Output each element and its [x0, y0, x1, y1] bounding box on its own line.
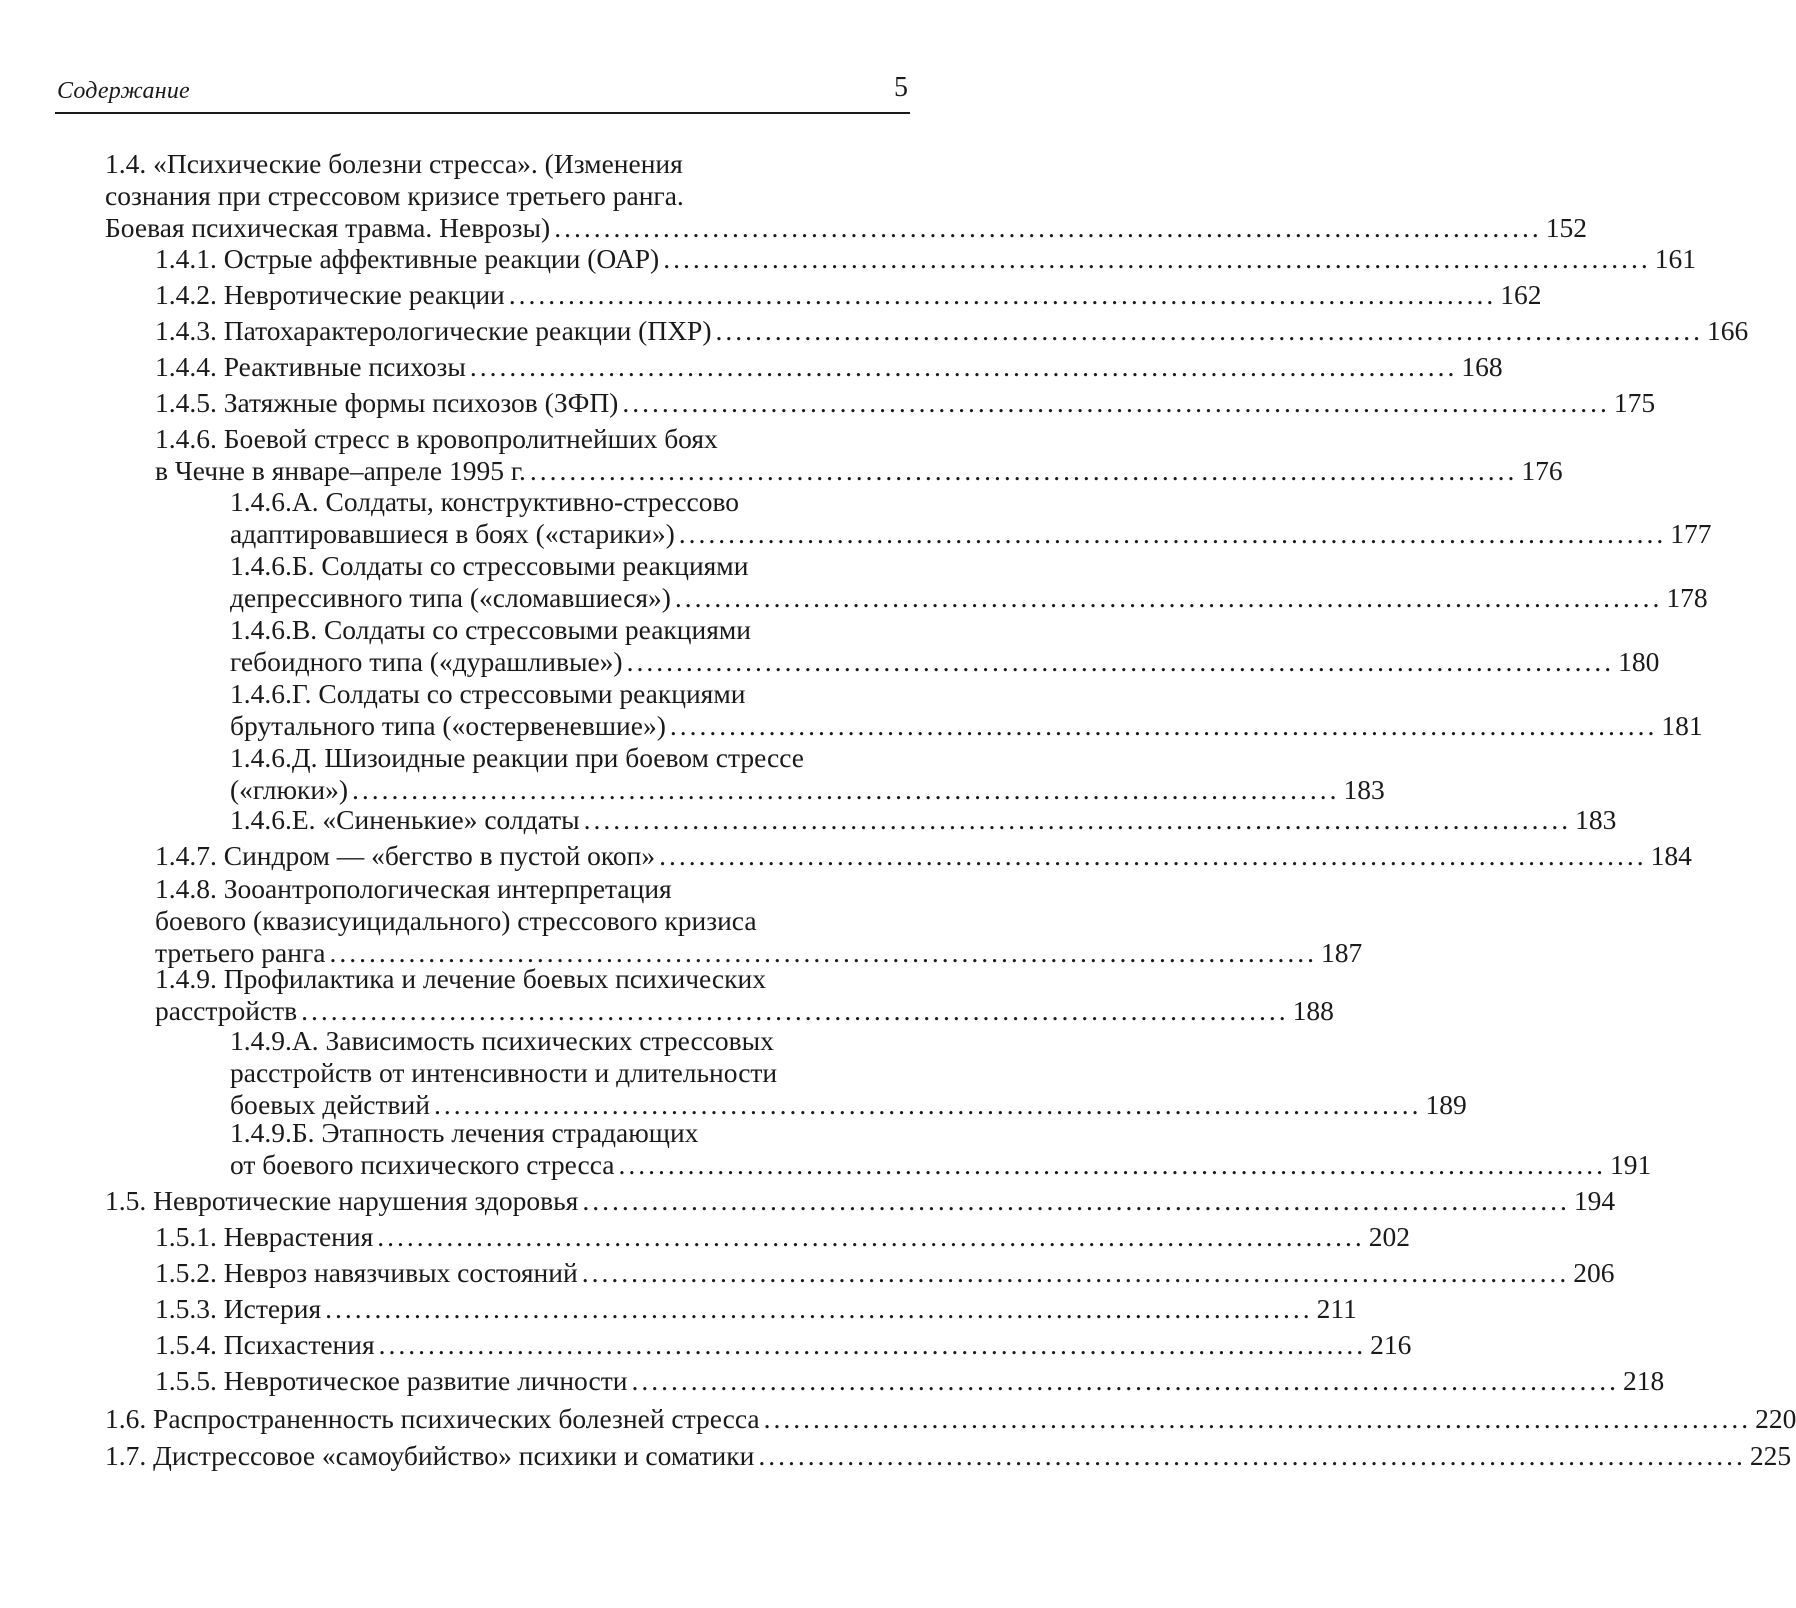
toc-entry-line: боевых действий	[230, 1089, 430, 1120]
dot-leader: ....................................................................................................	[554, 212, 1542, 243]
toc-entry-line: 1.5.3. Истерия	[155, 1293, 322, 1324]
toc-page-number: 189	[1425, 1089, 1467, 1120]
toc-page-number: 216	[1370, 1329, 1412, 1360]
toc-entry-line: 1.4.8. Зооантропологическая интерпретация	[155, 873, 672, 904]
dot-leader: ....................................................................................................	[529, 455, 1518, 486]
toc-entry-line: 1.4.6.А. Солдаты, конструктивно-стрессово	[230, 486, 740, 517]
dot-leader: ....................................................................................................	[582, 1185, 1570, 1216]
toc-page-number: 187	[1320, 937, 1363, 968]
toc-entry-line: расстройств	[155, 995, 298, 1026]
toc-page-number: 188	[1292, 995, 1334, 1026]
toc-entry-line: Боевая психическая травма. Неврозы)	[105, 212, 551, 243]
toc-page-number: 161	[1654, 243, 1696, 274]
dot-leader: ....................................................................................................	[631, 1365, 1619, 1396]
toc-entry	[230, 1025, 1467, 1121]
dot-leader: ....................................................................................................	[329, 937, 1317, 968]
dot-leader: ....................................................................................................	[674, 582, 1663, 613]
dot-leader: ....................................................................................................	[669, 710, 1658, 741]
toc-entry	[230, 804, 1617, 836]
toc-page-number: 220	[1755, 1403, 1796, 1434]
toc-entry-line: брутального типа («остервеневшие»)	[230, 710, 666, 741]
toc-entry-line: 1.4.9.А. Зависимость психических стрессовых	[230, 1025, 774, 1056]
toc-page-number: 162	[1500, 279, 1542, 310]
dot-leader: ....................................................................................................	[469, 351, 1458, 382]
toc-page-number: 181	[1661, 710, 1703, 741]
toc-page-number: 184	[1650, 840, 1692, 871]
toc-entry	[155, 1257, 1615, 1289]
dot-leader: ....................................................................................................	[583, 804, 1572, 835]
toc-entry-line: («глюки»)	[230, 774, 349, 805]
toc-page-number: 183	[1575, 804, 1617, 835]
toc-entry-line: расстройств от интенсивности и длительности	[230, 1057, 778, 1088]
toc-entry	[155, 1221, 1411, 1253]
toc-entry	[105, 1403, 1796, 1435]
toc-entry-line: в Чечне в январе–апреле 1995 г.	[155, 455, 526, 486]
toc-page-number: 175	[1613, 387, 1656, 418]
toc-entry	[155, 387, 1656, 419]
toc-entry-line: сознания при стрессовом кризисе третьего ранга.	[105, 180, 684, 211]
toc-entry	[155, 315, 1749, 347]
toc-entry-line: 1.4.6.В. Солдаты со стрессовыми реакциями	[230, 614, 751, 645]
toc-entry-line: 1.4.6.Г. Солдаты со стрессовыми реакциями	[230, 678, 746, 709]
toc-entry	[230, 614, 1660, 678]
toc-entry	[155, 1365, 1665, 1397]
toc-page-number: 178	[1666, 582, 1708, 613]
toc-entry-line: от боевого психического стресса	[230, 1149, 615, 1180]
toc-entry-line: 1.4.6.Д. Шизоидные реакции при боевом стрессе	[230, 742, 804, 773]
toc-entry	[155, 423, 1563, 487]
toc-entry-line: 1.4.5. Затяжные формы психозов (ЗФП)	[155, 387, 619, 418]
dot-leader: ....................................................................................................	[378, 1329, 1367, 1360]
toc-entry-line: 1.4.2. Невротические реакции	[155, 279, 505, 310]
page-number: 5	[894, 72, 908, 103]
toc-entry-line: 1.4.3. Патохарактерологические реакции (ПХР)	[155, 315, 712, 346]
toc-entry	[155, 840, 1692, 872]
toc-entry-line: 1.6. Распространенность психических болезней стресса	[105, 1403, 760, 1434]
toc-entry	[155, 279, 1542, 311]
dot-leader: ....................................................................................................	[626, 646, 1615, 677]
toc-page-number: 183	[1343, 774, 1385, 805]
dot-leader: ....................................................................................................	[325, 1293, 1313, 1324]
toc-page-number: 152	[1545, 212, 1587, 243]
toc-entry-line: 1.5.1. Неврастения	[155, 1221, 374, 1252]
dot-leader: ....................................................................................................	[301, 995, 1289, 1026]
dot-leader: ....................................................................................................	[508, 279, 1497, 310]
dot-leader: ....................................................................................................	[763, 1403, 1752, 1434]
toc-entry-line: 1.4.6. Боевой стресс в кровопролитнейших боях	[155, 423, 718, 454]
toc-entry	[230, 1117, 1652, 1181]
dot-leader: ....................................................................................................	[678, 518, 1667, 549]
dot-leader: ....................................................................................................	[622, 387, 1610, 418]
toc-entry-line: 1.4.9.Б. Этапность лечения страдающих	[230, 1117, 699, 1148]
toc-page-number: 166	[1707, 315, 1749, 346]
toc-entry-line: третьего ранга	[155, 937, 326, 968]
toc-page-number: 168	[1461, 351, 1503, 382]
toc-entry	[155, 963, 1334, 1027]
toc-page-number: 180	[1618, 646, 1660, 677]
dot-leader: ....................................................................................................	[659, 840, 1647, 871]
toc-entry-line: боевого (квазисуицидального) стрессового кризиса	[155, 905, 757, 936]
toc-entry-line: 1.4.6.Е. «Синенькие» солдаты	[230, 804, 580, 835]
dot-leader: ....................................................................................................	[377, 1221, 1365, 1252]
toc-entry	[105, 1440, 1792, 1472]
toc-entry-line: 1.4.9. Профилактика и лечение боевых психических	[155, 963, 766, 994]
toc-page-number: 218	[1622, 1365, 1665, 1396]
toc-page-number: 211	[1316, 1293, 1357, 1324]
toc-entry	[230, 550, 1708, 614]
toc-entry	[155, 351, 1503, 383]
toc-page-number: 176	[1521, 455, 1563, 486]
toc-entry	[105, 148, 1587, 244]
toc-entry-line: 1.4. «Психические болезни стресса». (Изменения	[105, 148, 683, 179]
toc-entry-line: 1.5. Невротические нарушения здоровья	[105, 1185, 579, 1216]
toc-entry-line: 1.5.2. Невроз навязчивых состояний	[155, 1257, 578, 1288]
toc-entry-line: депрессивного типа («сломавшиеся»)	[230, 582, 671, 613]
dot-leader: ....................................................................................................	[352, 774, 1340, 805]
toc-page-number: 194	[1573, 1185, 1616, 1216]
toc-entry	[230, 678, 1703, 742]
toc-entry	[155, 1293, 1357, 1325]
toc-entry-line: 1.5.4. Психастения	[155, 1329, 375, 1360]
toc-page-number: 202	[1368, 1221, 1411, 1252]
dot-leader: ....................................................................................................	[758, 1440, 1746, 1471]
toc-page-number: 191	[1609, 1149, 1652, 1180]
dot-leader: ....................................................................................................	[663, 243, 1651, 274]
toc-entry	[155, 243, 1696, 275]
toc-page-number: 225	[1749, 1440, 1792, 1471]
toc-entry-line: гебоидного типа («дурашливые»)	[230, 646, 623, 677]
dot-leader: ....................................................................................................	[581, 1257, 1570, 1288]
toc-entry-line: 1.4.7. Синдром — «бегство в пустой окоп»	[155, 840, 656, 871]
toc-entry	[230, 742, 1385, 806]
toc-entry	[230, 486, 1712, 550]
dot-leader: ....................................................................................................	[618, 1149, 1606, 1180]
dot-leader: ....................................................................................................	[715, 315, 1703, 346]
toc-entry-line: 1.4.6.Б. Солдаты со стрессовыми реакциями	[230, 550, 749, 581]
toc-entry	[155, 873, 1363, 969]
toc-page-number: 177	[1670, 518, 1712, 549]
toc-entry-line: 1.5.5. Невротическое развитие личности	[155, 1365, 628, 1396]
running-head-title: Содержание	[57, 78, 190, 104]
toc-entry-line: 1.4.4. Реактивные психозы	[155, 351, 466, 382]
dot-leader: ....................................................................................................	[433, 1089, 1422, 1120]
toc-entry-line: 1.4.1. Острые аффективные реакции (ОАР)	[155, 243, 660, 274]
toc-entry	[155, 1329, 1412, 1361]
toc-entry-line: 1.7. Дистрессовое «самоубийство» психики и соматики	[105, 1440, 755, 1471]
toc-entry	[105, 1185, 1616, 1217]
toc-page-number: 206	[1573, 1257, 1615, 1288]
toc-entry-line: адаптировавшиеся в боях («старики»)	[230, 518, 675, 549]
